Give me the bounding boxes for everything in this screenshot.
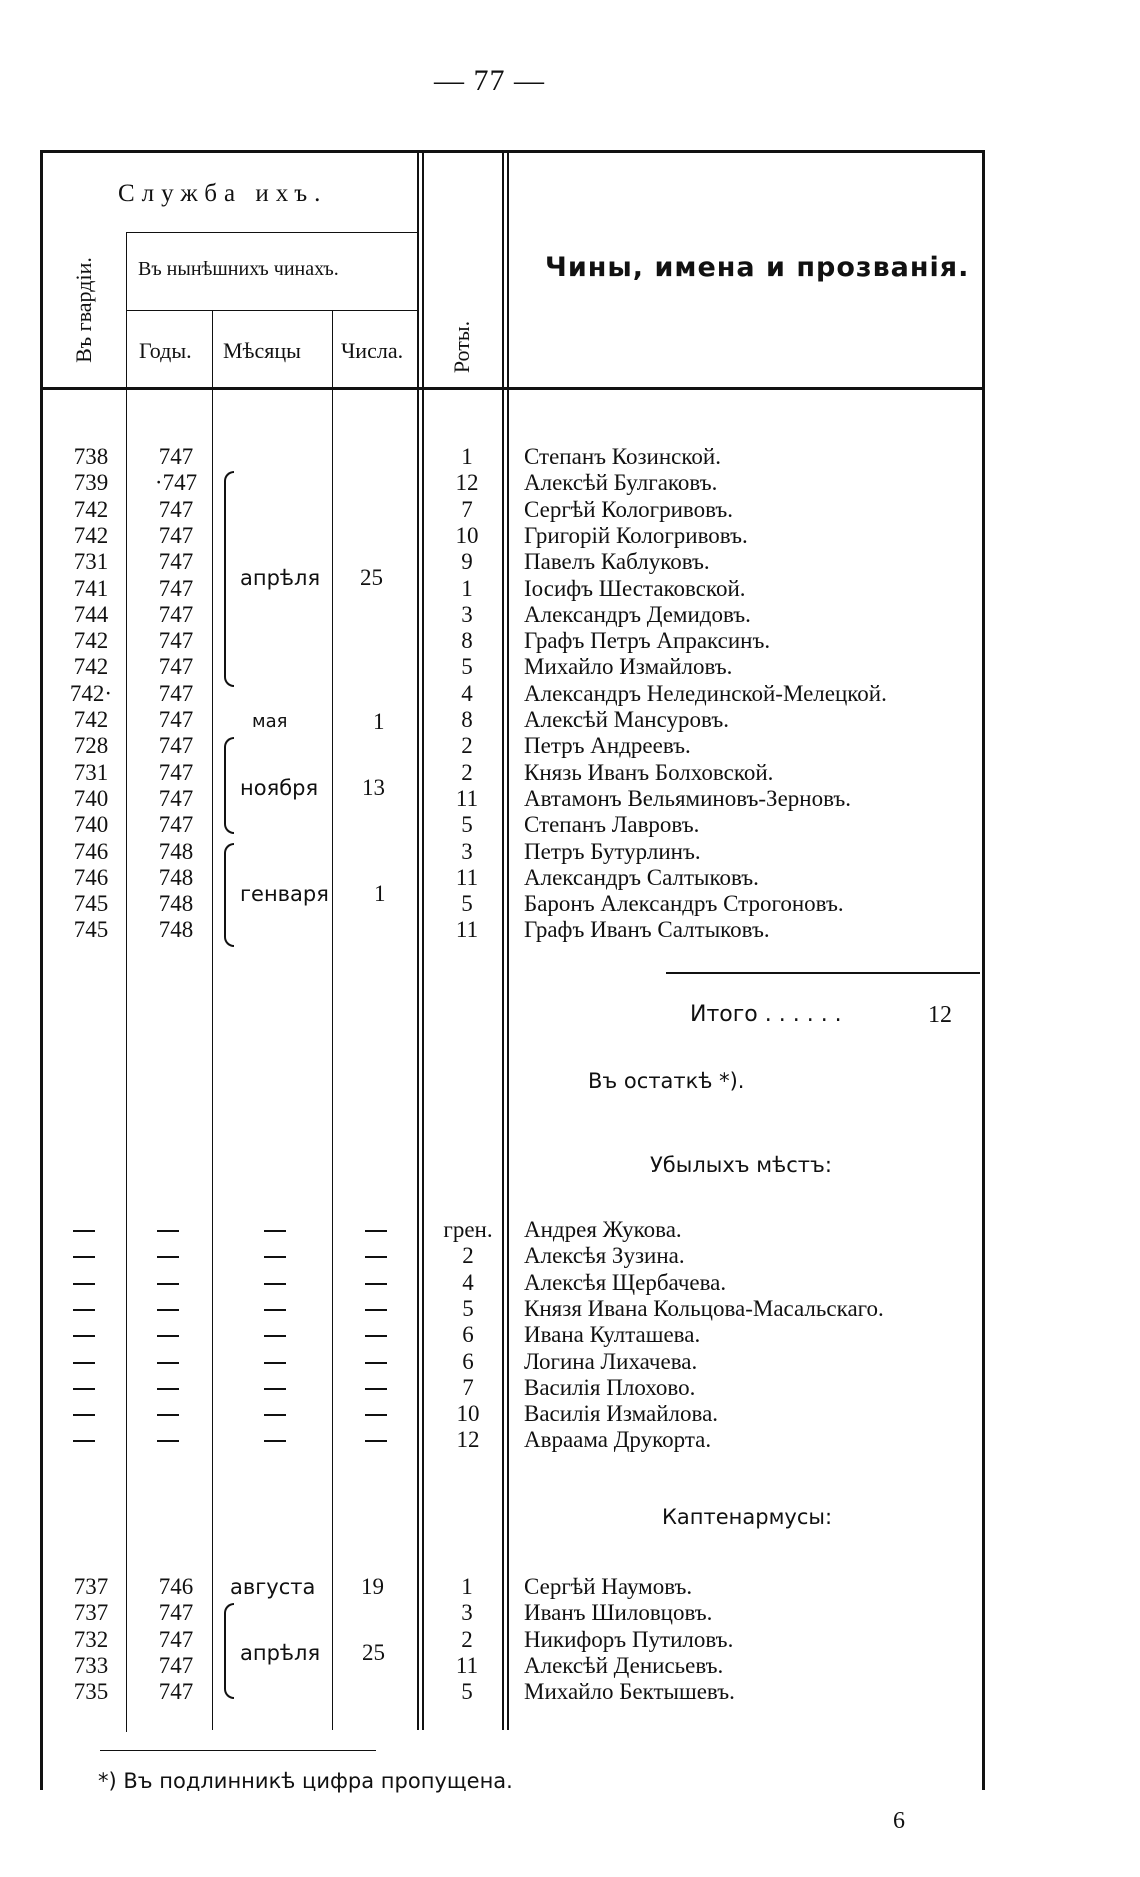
- qm-name: Иванъ Шиловцовъ.: [524, 1600, 713, 1626]
- officer-rank-year: 748: [158, 864, 194, 890]
- header-subrule-service: [126, 232, 418, 233]
- officer-group-day: 13: [362, 775, 385, 800]
- officer-rank-year: 747: [158, 444, 194, 469]
- officer-name: Павелъ Каблуковъ.: [524, 549, 710, 575]
- officer-company: 11: [455, 785, 479, 811]
- vacancy-name: Авраама Друкорта.: [524, 1427, 712, 1453]
- vacancy-dash: [264, 1230, 286, 1232]
- vacancy-dash: [73, 1362, 95, 1364]
- officer-rank-year: 747: [158, 601, 194, 627]
- officer-group-month: ноября: [240, 776, 319, 800]
- vacancy-dash: [264, 1309, 286, 1311]
- officer-guard-year: 731: [73, 759, 109, 785]
- officer-rank-year: 747: [158, 707, 194, 732]
- qm-name: Сергѣй Наумовъ.: [524, 1574, 693, 1599]
- qm-group-day: 25: [362, 1640, 385, 1665]
- vacancies-heading: Убылыхъ мѣстъ:: [650, 1153, 832, 1177]
- officer-rank-year: 747: [158, 812, 194, 838]
- total-value: 12: [928, 1002, 952, 1028]
- vacancy-name: Андрея Жукова.: [524, 1217, 682, 1242]
- officer-company: 3: [461, 838, 473, 864]
- officer-name: Сергѣй Кологривовъ.: [524, 496, 734, 522]
- vacancy-dash: [365, 1362, 387, 1364]
- table-top-rule: [40, 150, 982, 153]
- vacancy-dash: [365, 1440, 387, 1442]
- officer-name: Петръ Андреевъ.: [524, 733, 691, 759]
- vacancy-dash: [365, 1335, 387, 1337]
- vacancy-dash: [157, 1362, 179, 1364]
- vacancy-company: 6: [462, 1348, 474, 1374]
- vacancy-company: 12: [456, 1427, 480, 1453]
- officer-rank-year: 747: [158, 759, 194, 785]
- vacancy-dash: [73, 1414, 95, 1416]
- officer-group-month: генваря: [240, 882, 329, 906]
- header-subrule-ranks: [126, 310, 418, 311]
- officer-name: Автамонъ Вельяминовъ-Зерновъ.: [524, 785, 852, 811]
- vacancy-dash: [264, 1335, 286, 1337]
- col-rule-names-b: [507, 150, 509, 1730]
- officer-rank-year: ·747: [154, 470, 198, 496]
- qm-guard-year: 737: [73, 1600, 109, 1626]
- vacancy-dash: [264, 1388, 286, 1390]
- header-months: Мѣсяцы: [223, 338, 301, 363]
- officer-guard-year: 746: [73, 864, 109, 890]
- vacancy-name: Князя Ивана Кольцова-Масальскаго.: [524, 1295, 884, 1321]
- officer-name: Степанъ Козинской.: [524, 444, 721, 469]
- vacancy-company: 5: [462, 1295, 474, 1321]
- vacancy-dash: [365, 1283, 387, 1285]
- officer-guard-year: 742·: [69, 680, 113, 706]
- officer-name: Григорій Кологривовъ.: [524, 522, 748, 548]
- footnote: *) Въ подлинникѣ цифра пропущена.: [98, 1769, 513, 1793]
- qm-company: 5: [461, 1679, 473, 1705]
- qm-company: 1: [461, 1574, 473, 1599]
- officer-guard-year: 746: [73, 838, 109, 864]
- officer-company: 2: [461, 733, 473, 759]
- officer-group-month: мая: [252, 711, 288, 732]
- table-right-rule: [982, 150, 985, 1790]
- officer-guard-year: 740: [73, 812, 109, 838]
- header-guard: Въ гвардіи.: [71, 257, 96, 363]
- qm-name: Алексѣй Денисьевъ.: [524, 1652, 724, 1678]
- total-rule: [666, 972, 980, 974]
- officer-name: Баронъ Александръ Строгоновъ.: [524, 891, 844, 917]
- officer-rank-year: 748: [158, 917, 194, 943]
- officer-name: Степанъ Лавровъ.: [524, 812, 700, 838]
- officer-company: 10: [455, 522, 479, 548]
- officer-company: 12: [455, 470, 479, 496]
- vacancy-dash: [73, 1230, 95, 1232]
- header-days: Числа.: [341, 338, 404, 363]
- header-bottom-rule: [40, 387, 982, 390]
- vacancy-dash: [73, 1388, 95, 1390]
- officer-company: 1: [461, 575, 473, 601]
- brace-november: [224, 737, 234, 834]
- officer-name: Алексѣй Мансуровъ.: [524, 707, 729, 732]
- qm-rank-year: 747: [158, 1626, 194, 1652]
- officer-name: Александръ Демидовъ.: [524, 601, 751, 627]
- vacancy-dash: [73, 1256, 95, 1258]
- header-companies: Роты.: [449, 320, 474, 374]
- officer-guard-year: 742: [73, 654, 109, 680]
- remainder-label: Въ остаткѣ *).: [588, 1069, 745, 1093]
- officer-name: Алексѣй Булгаковъ.: [524, 470, 718, 496]
- officer-company: 4: [461, 680, 473, 706]
- officer-company: 7: [461, 496, 473, 522]
- quartermasters-heading: Каптенармусы:: [662, 1505, 833, 1529]
- qm-company: 11: [455, 1652, 479, 1678]
- qm-rank-year: 747: [158, 1679, 194, 1705]
- vacancy-dash: [157, 1414, 179, 1416]
- officer-name: Александръ Салтыковъ.: [524, 864, 759, 890]
- officer-company: 11: [455, 917, 479, 943]
- page-number: — 77 —: [434, 64, 545, 97]
- vacancy-dash: [365, 1414, 387, 1416]
- officer-rank-year: 747: [158, 496, 194, 522]
- vacancy-company: 7: [462, 1374, 474, 1400]
- header-years: Годы.: [139, 338, 192, 363]
- qm-company: 3: [461, 1600, 473, 1626]
- qm-guard-year: 733: [73, 1652, 109, 1678]
- vacancy-dash: [157, 1335, 179, 1337]
- col-rule-guard: [126, 232, 127, 1732]
- brace-january: [224, 843, 234, 947]
- qm-guard-year: 735: [73, 1679, 109, 1705]
- footnote-rule: [100, 1750, 376, 1751]
- vacancy-dash: [264, 1440, 286, 1442]
- officer-group-month: апрѣля: [240, 566, 321, 590]
- qm-name: Михайло Бектышевъ.: [524, 1679, 735, 1705]
- officer-rank-year: 748: [158, 891, 194, 917]
- officer-group-day: 1: [374, 881, 386, 906]
- vacancy-company: грен.: [443, 1217, 493, 1242]
- officer-guard-year: 745: [73, 917, 109, 943]
- vacancy-dash: [264, 1414, 286, 1416]
- officer-guard-year: 742: [73, 628, 109, 654]
- officer-guard-year: 742: [73, 707, 109, 732]
- vacancy-dash: [365, 1230, 387, 1232]
- officer-rank-year: 747: [158, 549, 194, 575]
- officer-guard-year: 742: [73, 496, 109, 522]
- vacancy-dash: [73, 1440, 95, 1442]
- vacancy-dash: [264, 1256, 286, 1258]
- col-rule-days-a: [417, 150, 419, 1730]
- qm-rank-year: 746: [158, 1574, 194, 1599]
- officer-rank-year: 747: [158, 680, 194, 706]
- vacancy-name: Алексѣя Щербачева.: [524, 1269, 727, 1295]
- officer-name: Іосифъ Шестаковской.: [524, 575, 746, 601]
- vacancy-dash: [157, 1256, 179, 1258]
- qm-guard-year: 732: [73, 1626, 109, 1652]
- officer-rank-year: 747: [158, 522, 194, 548]
- officer-company: 1: [461, 444, 473, 469]
- qm-group-month: апрѣля: [240, 1641, 321, 1665]
- qm-rank-year: 747: [158, 1652, 194, 1678]
- col-rule-years: [212, 310, 213, 1730]
- officer-guard-year: 742: [73, 522, 109, 548]
- vacancy-name: Василія Измайлова.: [524, 1401, 719, 1427]
- officer-guard-year: 728: [73, 733, 109, 759]
- vacancy-dash: [157, 1388, 179, 1390]
- header-current-ranks: Въ нынѣшнихъ чинахъ.: [138, 258, 339, 280]
- total-label: Итого . . . . . .: [690, 1002, 842, 1027]
- officer-guard-year: 740: [73, 785, 109, 811]
- officer-guard-year: 745: [73, 891, 109, 917]
- vacancy-dash: [365, 1388, 387, 1390]
- officer-company: 5: [461, 812, 473, 838]
- officer-company: 9: [461, 549, 473, 575]
- table-left-rule: [40, 150, 43, 1790]
- officer-company: 8: [461, 628, 473, 654]
- vacancy-company: 4: [462, 1269, 474, 1295]
- vacancy-dash: [73, 1283, 95, 1285]
- officer-guard-year: 731: [73, 549, 109, 575]
- vacancy-company: 6: [462, 1322, 474, 1348]
- officer-name: Графъ Петръ Апраксинъ.: [524, 628, 771, 654]
- officer-guard-year: 741: [73, 575, 109, 601]
- officer-name: Александръ Нелединской-Мелецкой.: [524, 680, 887, 706]
- officer-name: Князь Иванъ Болховской.: [524, 759, 774, 785]
- officer-rank-year: 747: [158, 733, 194, 759]
- officer-name: Графъ Иванъ Салтыковъ.: [524, 917, 770, 943]
- col-rule-days-b: [422, 150, 424, 1730]
- officer-company: 8: [461, 707, 473, 732]
- sheet-mark: 6: [893, 1808, 905, 1834]
- brace-april: [224, 471, 234, 687]
- vacancy-dash: [157, 1283, 179, 1285]
- officer-group-day: 1: [373, 709, 385, 734]
- vacancy-dash: [73, 1309, 95, 1311]
- officer-company: 3: [461, 601, 473, 627]
- qm-group-day: 19: [361, 1574, 384, 1599]
- vacancy-name: Василія Плохово.: [524, 1374, 696, 1400]
- vacancy-dash: [264, 1283, 286, 1285]
- officer-company: 2: [461, 759, 473, 785]
- officer-rank-year: 748: [158, 838, 194, 864]
- vacancy-company: 10: [456, 1401, 480, 1427]
- officer-guard-year: 744: [73, 601, 109, 627]
- officer-company: 5: [461, 891, 473, 917]
- officer-rank-year: 747: [158, 654, 194, 680]
- vacancy-name: Ивана Култашева.: [524, 1322, 701, 1348]
- vacancy-name: Логина Лихачева.: [524, 1348, 698, 1374]
- vacancy-dash: [365, 1309, 387, 1311]
- brace-qm-april: [224, 1603, 234, 1699]
- vacancy-company: 2: [462, 1243, 474, 1269]
- vacancy-dash: [264, 1362, 286, 1364]
- officer-company: 11: [455, 864, 479, 890]
- officer-guard-year: 739: [73, 470, 109, 496]
- officer-rank-year: 747: [158, 628, 194, 654]
- officer-rank-year: 747: [158, 785, 194, 811]
- officer-name: Михайло Измайловъ.: [524, 654, 733, 680]
- vacancy-dash: [157, 1440, 179, 1442]
- qm-group-month: августа: [230, 1575, 316, 1599]
- header-service-group: Служба ихъ.: [118, 180, 328, 207]
- col-rule-months: [332, 310, 333, 1730]
- vacancy-dash: [365, 1256, 387, 1258]
- qm-company: 2: [461, 1626, 473, 1652]
- vacancy-dash: [73, 1335, 95, 1337]
- col-rule-names-a: [502, 150, 504, 1730]
- officer-group-day: 25: [360, 565, 383, 590]
- officer-guard-year: 738: [73, 444, 109, 469]
- officer-company: 5: [461, 654, 473, 680]
- qm-name: Никифоръ Путиловъ.: [524, 1626, 734, 1652]
- officer-name: Петръ Бутурлинъ.: [524, 838, 701, 864]
- qm-guard-year: 737: [73, 1574, 109, 1599]
- officer-rank-year: 747: [158, 575, 194, 601]
- qm-rank-year: 747: [158, 1600, 194, 1626]
- vacancy-name: Алексѣя Зузина.: [524, 1243, 685, 1269]
- vacancy-dash: [157, 1230, 179, 1232]
- header-names-title: Чины, имена и прозванія.: [545, 252, 970, 283]
- vacancy-dash: [157, 1309, 179, 1311]
